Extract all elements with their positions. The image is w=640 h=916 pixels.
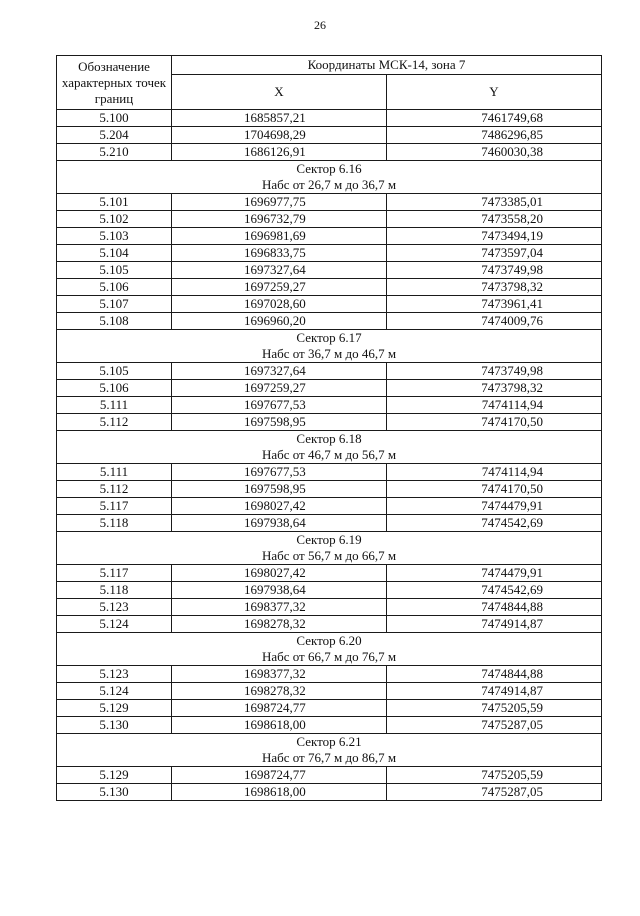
table-row (57, 211, 602, 228)
point-id-cell: 5.106 (57, 279, 172, 296)
y-coordinate-cell: 7474479,91 (387, 565, 602, 582)
point-id-cell: 5.108 (57, 313, 172, 330)
coordinates-column-header: Координаты МСК-14, зона 7 (172, 56, 602, 75)
y-coordinate-cell: 7474542,69 (387, 515, 602, 532)
table-row (57, 363, 602, 380)
point-id-cell: 5.105 (57, 262, 172, 279)
x-coordinate-cell: 1698027,42 (172, 565, 387, 582)
point-id-cell: 5.130 (57, 717, 172, 734)
sector-height-range: Набс от 56,7 м до 66,7 м (261, 548, 397, 563)
y-coordinate-cell: 7475205,59 (387, 767, 602, 784)
table-row (57, 110, 602, 127)
sector-title: Сектор 6.20 (296, 633, 362, 648)
x-coordinate-cell: 1698278,32 (172, 683, 387, 700)
point-id-cell: 5.124 (57, 683, 172, 700)
x-coordinate-cell: 1697598,95 (172, 414, 387, 431)
x-coordinate-cell: 1697327,64 (172, 363, 387, 380)
x-coordinate-cell: 1686126,91 (172, 144, 387, 161)
table-row (57, 262, 602, 279)
y-coordinate-cell: 7474844,88 (387, 666, 602, 683)
table-row (57, 599, 602, 616)
point-id-cell: 5.105 (57, 363, 172, 380)
point-id-cell: 5.124 (57, 616, 172, 633)
sector-row (57, 431, 602, 464)
sector-height-range: Набс от 46,7 м до 56,7 м (261, 447, 397, 462)
x-coordinate-cell: 1697028,60 (172, 296, 387, 313)
sector-title: Сектор 6.16 (296, 161, 362, 176)
y-coordinate-cell: 7474542,69 (387, 582, 602, 599)
table-row (57, 464, 602, 481)
y-coordinate-cell: 7474114,94 (387, 464, 602, 481)
x-coordinate-cell: 1697938,64 (172, 515, 387, 532)
sector-height-range: Набс от 36,7 м до 46,7 м (261, 346, 397, 361)
table-row (57, 616, 602, 633)
x-coordinate-cell: 1698618,00 (172, 784, 387, 801)
sector-title: Сектор 6.18 (296, 431, 362, 446)
x-column-header: X (172, 75, 387, 110)
table-row (57, 515, 602, 532)
point-id-cell: 5.111 (57, 464, 172, 481)
point-id-cell: 5.111 (57, 397, 172, 414)
y-coordinate-cell: 7474114,94 (387, 397, 602, 414)
x-coordinate-cell: 1698377,32 (172, 666, 387, 683)
sector-title: Сектор 6.21 (296, 734, 362, 749)
sector-row (57, 532, 602, 565)
y-coordinate-cell: 7473558,20 (387, 211, 602, 228)
x-coordinate-cell: 1698377,32 (172, 599, 387, 616)
point-id-cell: 5.112 (57, 481, 172, 498)
table-row (57, 565, 602, 582)
table-row (57, 498, 602, 515)
x-coordinate-cell: 1697677,53 (172, 397, 387, 414)
table-row (57, 380, 602, 397)
sector-row (57, 734, 602, 767)
table-row (57, 296, 602, 313)
table-row (57, 700, 602, 717)
point-column-header: Обозначение характерных точек границ (57, 56, 172, 110)
y-coordinate-cell: 7473798,32 (387, 380, 602, 397)
y-column-header: Y (387, 75, 602, 110)
table-row (57, 144, 602, 161)
sector-cell (57, 633, 602, 666)
y-coordinate-cell: 7473961,41 (387, 296, 602, 313)
x-coordinate-cell: 1697259,27 (172, 380, 387, 397)
x-coordinate-cell: 1698027,42 (172, 498, 387, 515)
sector-cell (57, 161, 602, 194)
x-coordinate-cell: 1698618,00 (172, 717, 387, 734)
x-coordinate-cell: 1698724,77 (172, 700, 387, 717)
table-row (57, 279, 602, 296)
point-id-cell: 5.104 (57, 245, 172, 262)
table-row (57, 414, 602, 431)
x-coordinate-cell: 1704698,29 (172, 127, 387, 144)
sector-height-range: Набс от 66,7 м до 76,7 м (261, 649, 397, 664)
point-id-cell: 5.118 (57, 582, 172, 599)
page-number: 26 (314, 18, 326, 32)
x-coordinate-cell: 1697327,64 (172, 262, 387, 279)
sector-cell (57, 431, 602, 464)
y-coordinate-cell: 7474009,76 (387, 313, 602, 330)
y-coordinate-cell: 7474914,87 (387, 683, 602, 700)
y-coordinate-cell: 7475287,05 (387, 717, 602, 734)
x-coordinate-cell: 1697259,27 (172, 279, 387, 296)
table-row (57, 582, 602, 599)
point-id-cell: 5.103 (57, 228, 172, 245)
sector-cell (57, 734, 602, 767)
point-id-cell: 5.210 (57, 144, 172, 161)
table-row (57, 127, 602, 144)
table-row (57, 717, 602, 734)
table-row (57, 481, 602, 498)
table-row (57, 666, 602, 683)
sector-row (57, 161, 602, 194)
point-id-cell: 5.130 (57, 784, 172, 801)
y-coordinate-cell: 7474170,50 (387, 481, 602, 498)
point-id-cell: 5.123 (57, 599, 172, 616)
point-id-cell: 5.118 (57, 515, 172, 532)
sector-cell (57, 532, 602, 565)
point-id-cell: 5.106 (57, 380, 172, 397)
sector-title: Сектор 6.19 (296, 532, 362, 547)
x-coordinate-cell: 1697598,95 (172, 481, 387, 498)
x-coordinate-cell: 1696732,79 (172, 211, 387, 228)
x-coordinate-cell: 1696833,75 (172, 245, 387, 262)
point-id-cell: 5.107 (57, 296, 172, 313)
table-row (57, 767, 602, 784)
table-row (57, 313, 602, 330)
x-coordinate-cell: 1697938,64 (172, 582, 387, 599)
point-id-cell: 5.102 (57, 211, 172, 228)
point-id-cell: 5.123 (57, 666, 172, 683)
y-coordinate-cell: 7473798,32 (387, 279, 602, 296)
y-coordinate-cell: 7473494,19 (387, 228, 602, 245)
sector-height-range: Набс от 26,7 м до 36,7 м (261, 177, 397, 192)
point-id-cell: 5.112 (57, 414, 172, 431)
point-id-cell: 5.101 (57, 194, 172, 211)
sector-row (57, 633, 602, 666)
x-coordinate-cell: 1698724,77 (172, 767, 387, 784)
y-coordinate-cell: 7474479,91 (387, 498, 602, 515)
y-coordinate-cell: 7473749,98 (387, 363, 602, 380)
y-coordinate-cell: 7475287,05 (387, 784, 602, 801)
y-coordinate-cell: 7473385,01 (387, 194, 602, 211)
y-coordinate-cell: 7474170,50 (387, 414, 602, 431)
x-coordinate-cell: 1697677,53 (172, 464, 387, 481)
y-coordinate-cell: 7473749,98 (387, 262, 602, 279)
sector-cell (57, 330, 602, 363)
x-coordinate-cell: 1696977,75 (172, 194, 387, 211)
point-id-cell: 5.117 (57, 565, 172, 582)
point-id-cell: 5.100 (57, 110, 172, 127)
table-body (57, 56, 602, 801)
x-coordinate-cell: 1696981,69 (172, 228, 387, 245)
y-coordinate-cell: 7460030,38 (387, 144, 602, 161)
y-coordinate-cell: 7475205,59 (387, 700, 602, 717)
x-coordinate-cell: 1698278,32 (172, 616, 387, 633)
sector-height-range: Набс от 76,7 м до 86,7 м (261, 750, 397, 765)
y-coordinate-cell: 7474844,88 (387, 599, 602, 616)
table-row (57, 683, 602, 700)
coordinates-table (56, 55, 602, 801)
y-coordinate-cell: 7486296,85 (387, 127, 602, 144)
table-row (57, 194, 602, 211)
sector-row (57, 330, 602, 363)
y-coordinate-cell: 7473597,04 (387, 245, 602, 262)
point-id-cell: 5.129 (57, 767, 172, 784)
y-coordinate-cell: 7474914,87 (387, 616, 602, 633)
y-coordinate-cell: 7461749,68 (387, 110, 602, 127)
table-row (57, 245, 602, 262)
x-coordinate-cell: 1696960,20 (172, 313, 387, 330)
point-id-cell: 5.117 (57, 498, 172, 515)
header-row (57, 56, 602, 75)
point-id-cell: 5.129 (57, 700, 172, 717)
table-row (57, 784, 602, 801)
point-id-cell: 5.204 (57, 127, 172, 144)
table-row (57, 228, 602, 245)
table-row (57, 397, 602, 414)
x-coordinate-cell: 1685857,21 (172, 110, 387, 127)
sector-title: Сектор 6.17 (296, 330, 362, 345)
